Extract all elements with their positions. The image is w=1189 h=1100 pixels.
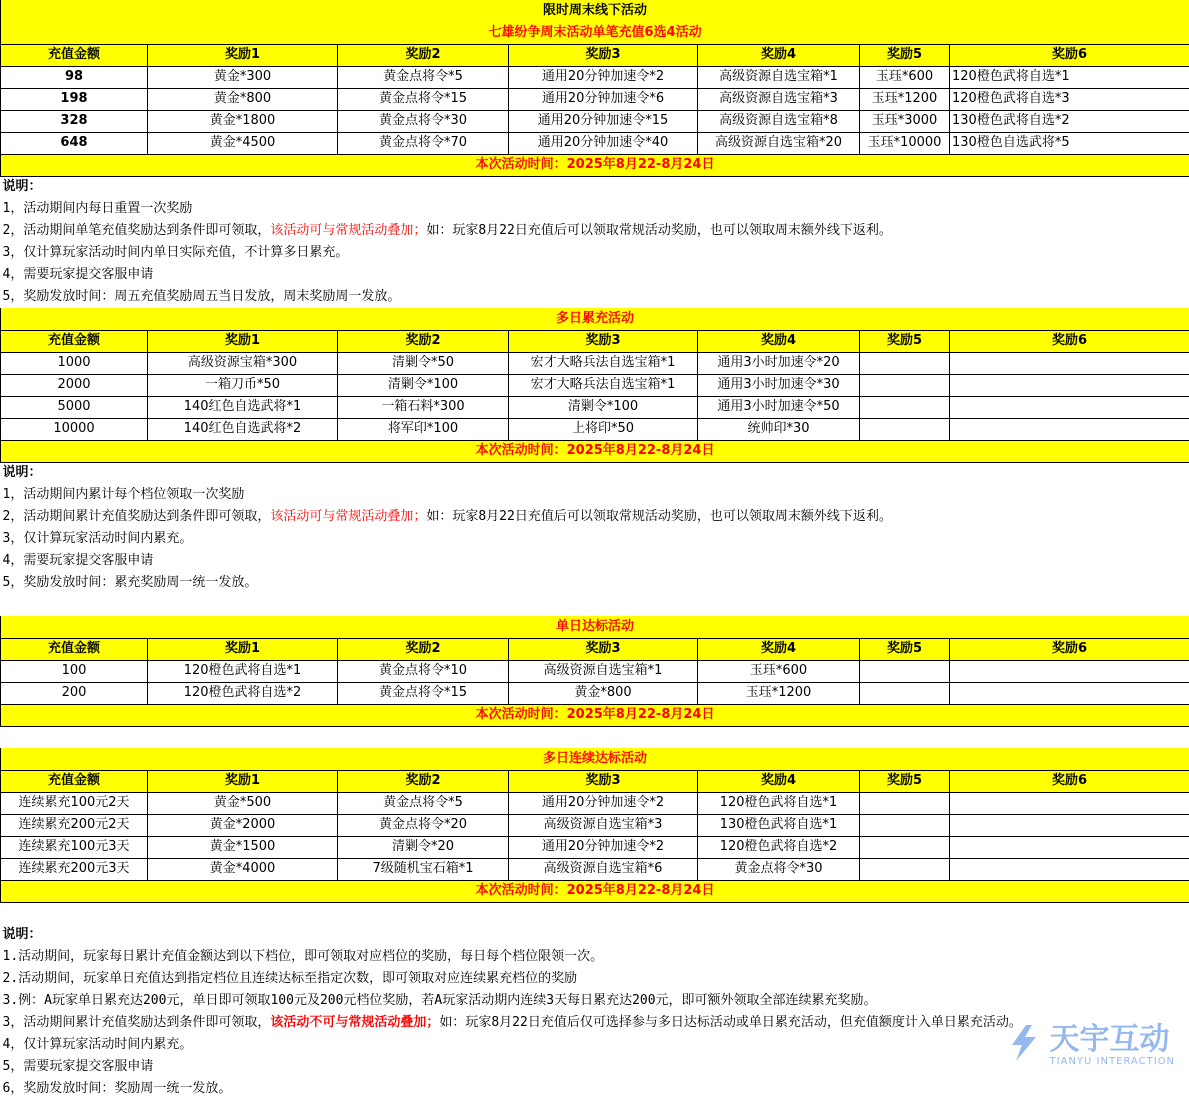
table-row bbox=[1, 660, 1189, 682]
blank-row bbox=[1, 726, 1189, 748]
col-header: 奖励6 bbox=[950, 330, 1189, 352]
reward-cell: 清剿令*100 bbox=[509, 396, 698, 418]
activity-time: 本次活动时间：2025年8月22-8月24日 bbox=[1, 154, 1189, 176]
watermark-text: 天宇互动 bbox=[1050, 1024, 1175, 1056]
note-text: 2，活动期间累计充值奖励达到条件即可领取， bbox=[3, 509, 271, 524]
reward-cell bbox=[950, 352, 1189, 374]
reward-cell: 黄金*800 bbox=[509, 682, 698, 704]
note-line: 1，活动期间内累计每个档位领取一次奖励 bbox=[1, 484, 1189, 506]
reward-cell bbox=[860, 374, 950, 396]
reward-cell: 140红色自选武将*1 bbox=[148, 396, 338, 418]
table-row bbox=[1, 792, 1189, 814]
reward-cell: 黄金*4500 bbox=[148, 132, 338, 154]
reward-cell bbox=[860, 814, 950, 836]
watermark-logo bbox=[1004, 1023, 1175, 1067]
lightning-logo-icon bbox=[1004, 1023, 1044, 1067]
reward-cell: 黄金点将令*30 bbox=[338, 110, 509, 132]
col-header: 奖励2 bbox=[338, 638, 509, 660]
col-header: 奖励5 bbox=[860, 330, 950, 352]
reward-cell: 130橙色武将自选*1 bbox=[698, 814, 860, 836]
section4-header-row bbox=[1, 770, 1189, 792]
section1-header-row bbox=[1, 44, 1189, 66]
amount-cell: 连续累充100元3天 bbox=[1, 836, 148, 858]
reward-cell bbox=[950, 792, 1189, 814]
reward-cell: 高级资源自选宝箱*3 bbox=[509, 814, 698, 836]
reward-cell: 玉珏*1200 bbox=[698, 682, 860, 704]
col-header: 奖励1 bbox=[148, 44, 338, 66]
section4-title: 多日连续达标活动 bbox=[1, 748, 1189, 770]
reward-cell: 黄金点将令*30 bbox=[698, 858, 860, 880]
reward-cell: 黄金点将令*5 bbox=[338, 792, 509, 814]
note-text: 如：玩家8月22日充值后可以领取常规活动奖励，也可以领取周末额外线下返利。 bbox=[426, 223, 891, 238]
activity-time: 本次活动时间：2025年8月22-8月24日 bbox=[1, 440, 1189, 462]
reward-cell: 黄金*300 bbox=[148, 66, 338, 88]
reward-cell: 高级资源自选宝箱*1 bbox=[509, 660, 698, 682]
blank-row bbox=[1, 594, 1189, 616]
reward-cell: 黄金*1500 bbox=[148, 836, 338, 858]
reward-cell: 黄金点将令*10 bbox=[338, 660, 509, 682]
reward-cell: 黄金点将令*15 bbox=[338, 88, 509, 110]
note-line: 3.例：A玩家单日累充达200元，单日即可领取100元及200元档位奖励，若A玩家活动期内连续3天每日累充达200元，即可额外领取全部连续累充奖励。 bbox=[1, 990, 1189, 1012]
reward-cell: 高级资源自选宝箱*8 bbox=[698, 110, 860, 132]
amount-cell: 198 bbox=[1, 88, 148, 110]
col-header: 奖励6 bbox=[950, 638, 1189, 660]
reward-cell: 120橙色武将自选*3 bbox=[950, 88, 1189, 110]
reward-cell: 高级资源自选宝箱*20 bbox=[698, 132, 860, 154]
note-line: 5，奖励发放时间：累充奖励周一统一发放。 bbox=[1, 572, 1189, 594]
table-row bbox=[1, 66, 1189, 88]
reward-cell: 130橙色自选武将*5 bbox=[950, 132, 1189, 154]
reward-cell: 140红色自选武将*2 bbox=[148, 418, 338, 440]
reward-cell: 黄金*4000 bbox=[148, 858, 338, 880]
reward-cell: 黄金*1800 bbox=[148, 110, 338, 132]
reward-cell: 玉珏*10000 bbox=[860, 132, 950, 154]
reward-cell: 通用3小时加速令*30 bbox=[698, 374, 860, 396]
table-row bbox=[1, 396, 1189, 418]
table-row bbox=[1, 682, 1189, 704]
col-header: 奖励3 bbox=[509, 330, 698, 352]
reward-cell bbox=[950, 858, 1189, 880]
table-row bbox=[1, 836, 1189, 858]
note-line: 4，需要玩家提交客服申请 bbox=[1, 550, 1189, 572]
table-row bbox=[1, 88, 1189, 110]
reward-cell: 高级资源自选宝箱*1 bbox=[698, 66, 860, 88]
reward-cell bbox=[860, 836, 950, 858]
amount-cell: 连续累充200元2天 bbox=[1, 814, 148, 836]
col-header: 奖励2 bbox=[338, 330, 509, 352]
note-label: 说明： bbox=[1, 176, 1189, 198]
section3-title: 单日达标活动 bbox=[1, 616, 1189, 638]
note-text: 3，活动期间累计充值奖励达到条件即可领取， bbox=[3, 1015, 271, 1030]
reward-cell: 一箱刀币*50 bbox=[148, 374, 338, 396]
amount-cell: 2000 bbox=[1, 374, 148, 396]
note-highlight: 该活动可与常规活动叠加； bbox=[270, 223, 426, 238]
reward-cell: 清剿令*100 bbox=[338, 374, 509, 396]
blank-row bbox=[1, 902, 1189, 924]
note-line: 4，仅计算玩家活动时间内累充。 bbox=[1, 1034, 1189, 1056]
amount-cell: 1000 bbox=[1, 352, 148, 374]
note-line bbox=[1, 220, 1189, 242]
reward-cell: 通用20分钟加速令*6 bbox=[509, 88, 698, 110]
col-header: 奖励6 bbox=[950, 44, 1189, 66]
col-header: 奖励3 bbox=[509, 770, 698, 792]
note-text: 2，活动期间单笔充值奖励达到条件即可领取， bbox=[3, 223, 271, 238]
note-text: 如：玩家8月22日充值后仅可选择参与多日达标活动或单日累充活动，但充值额度计入单日累充活动。 bbox=[439, 1015, 1021, 1030]
col-header: 奖励1 bbox=[148, 638, 338, 660]
amount-cell: 98 bbox=[1, 66, 148, 88]
note-line: 5，需要玩家提交客服申请 bbox=[1, 1056, 1189, 1078]
reward-cell: 上将印*50 bbox=[509, 418, 698, 440]
reward-cell: 120橙色武将自选*2 bbox=[148, 682, 338, 704]
col-header: 奖励6 bbox=[950, 770, 1189, 792]
page-title: 限时周末线下活动 bbox=[1, 0, 1189, 22]
reward-cell: 120橙色武将自选*2 bbox=[698, 836, 860, 858]
reward-cell: 玉珏*1200 bbox=[860, 88, 950, 110]
amount-cell: 连续累充100元2天 bbox=[1, 792, 148, 814]
note-line: 1.活动期间，玩家每日累计充值金额达到以下档位，即可领取对应档位的奖励，每日每个档位限领一次。 bbox=[1, 946, 1189, 968]
reward-cell: 通用3小时加速令*50 bbox=[698, 396, 860, 418]
note-line: 3，仅计算玩家活动时间内单日实际充值，不计算多日累充。 bbox=[1, 242, 1189, 264]
reward-cell: 通用20分钟加速令*15 bbox=[509, 110, 698, 132]
reward-cell: 黄金点将令*70 bbox=[338, 132, 509, 154]
col-header: 奖励4 bbox=[698, 330, 860, 352]
section2-title: 多日累充活动 bbox=[1, 308, 1189, 330]
reward-cell: 清剿令*20 bbox=[338, 836, 509, 858]
reward-cell: 玉珏*600 bbox=[698, 660, 860, 682]
amount-cell: 328 bbox=[1, 110, 148, 132]
table-row bbox=[1, 352, 1189, 374]
reward-cell: 一箱石料*300 bbox=[338, 396, 509, 418]
reward-cell bbox=[950, 396, 1189, 418]
col-header: 奖励4 bbox=[698, 44, 860, 66]
reward-cell bbox=[950, 814, 1189, 836]
reward-cell bbox=[860, 858, 950, 880]
reward-cell: 黄金点将令*20 bbox=[338, 814, 509, 836]
col-header: 奖励4 bbox=[698, 770, 860, 792]
note-highlight: 该活动可与常规活动叠加； bbox=[270, 509, 426, 524]
note-label: 说明： bbox=[1, 462, 1189, 484]
col-header: 奖励2 bbox=[338, 770, 509, 792]
reward-cell bbox=[950, 374, 1189, 396]
reward-cell: 通用20分钟加速令*40 bbox=[509, 132, 698, 154]
col-header: 充值金额 bbox=[1, 770, 148, 792]
reward-cell bbox=[950, 836, 1189, 858]
col-header: 充值金额 bbox=[1, 44, 148, 66]
note-line: 2.活动期间，玩家单日充值达到指定档位且连续达标至指定次数，即可领取对应连续累充档位的奖励 bbox=[1, 968, 1189, 990]
reward-cell: 120橙色武将自选*1 bbox=[148, 660, 338, 682]
activity-time: 本次活动时间：2025年8月22-8月24日 bbox=[1, 704, 1189, 726]
col-header: 奖励5 bbox=[860, 44, 950, 66]
table-row bbox=[1, 418, 1189, 440]
reward-cell: 高级资源宝箱*300 bbox=[148, 352, 338, 374]
table-row bbox=[1, 132, 1189, 154]
col-header: 奖励3 bbox=[509, 638, 698, 660]
table-row bbox=[1, 374, 1189, 396]
note-line: 3，仅计算玩家活动时间内累充。 bbox=[1, 528, 1189, 550]
note-highlight: 该活动不可与常规活动叠加； bbox=[270, 1015, 439, 1030]
col-header: 充值金额 bbox=[1, 638, 148, 660]
amount-cell: 100 bbox=[1, 660, 148, 682]
section3-header-row bbox=[1, 638, 1189, 660]
reward-cell: 黄金*500 bbox=[148, 792, 338, 814]
reward-cell bbox=[860, 352, 950, 374]
reward-cell: 玉珏*600 bbox=[860, 66, 950, 88]
section2-header-row bbox=[1, 330, 1189, 352]
reward-cell bbox=[860, 660, 950, 682]
col-header: 奖励4 bbox=[698, 638, 860, 660]
reward-cell bbox=[860, 792, 950, 814]
reward-cell: 高级资源自选宝箱*3 bbox=[698, 88, 860, 110]
note-line: 6，奖励发放时间：奖励周一统一发放。 bbox=[1, 1078, 1189, 1100]
reward-cell: 130橙色武将自选*2 bbox=[950, 110, 1189, 132]
reward-cell: 玉珏*3000 bbox=[860, 110, 950, 132]
col-header: 奖励1 bbox=[148, 770, 338, 792]
reward-cell bbox=[950, 682, 1189, 704]
col-header: 奖励3 bbox=[509, 44, 698, 66]
watermark-subtext: TIANYU INTERACTION bbox=[1050, 1056, 1175, 1067]
col-header: 奖励2 bbox=[338, 44, 509, 66]
reward-cell bbox=[950, 660, 1189, 682]
reward-cell: 高级资源自选宝箱*6 bbox=[509, 858, 698, 880]
reward-cell: 统帅印*30 bbox=[698, 418, 860, 440]
reward-cell: 黄金*800 bbox=[148, 88, 338, 110]
table-row bbox=[1, 858, 1189, 880]
reward-cell: 黄金*2000 bbox=[148, 814, 338, 836]
amount-cell: 5000 bbox=[1, 396, 148, 418]
reward-cell: 120橙色武将自选*1 bbox=[950, 66, 1189, 88]
reward-cell bbox=[950, 418, 1189, 440]
reward-cell: 清剿令*50 bbox=[338, 352, 509, 374]
note-text: 如：玩家8月22日充值后可以领取常规活动奖励，也可以领取周末额外线下返利。 bbox=[426, 509, 891, 524]
col-header: 奖励5 bbox=[860, 638, 950, 660]
reward-cell bbox=[860, 396, 950, 418]
amount-cell: 648 bbox=[1, 132, 148, 154]
reward-cell: 宏才大略兵法自选宝箱*1 bbox=[509, 352, 698, 374]
reward-cell bbox=[860, 418, 950, 440]
reward-cell: 通用3小时加速令*20 bbox=[698, 352, 860, 374]
col-header: 充值金额 bbox=[1, 330, 148, 352]
reward-cell: 将军印*100 bbox=[338, 418, 509, 440]
note-line: 1，活动期间内每日重置一次奖励 bbox=[1, 198, 1189, 220]
watermark-text-group bbox=[1050, 1024, 1175, 1067]
reward-cell bbox=[860, 682, 950, 704]
col-header: 奖励5 bbox=[860, 770, 950, 792]
amount-cell: 连续累充200元3天 bbox=[1, 858, 148, 880]
amount-cell: 10000 bbox=[1, 418, 148, 440]
table-row bbox=[1, 110, 1189, 132]
reward-cell: 7级随机宝石箱*1 bbox=[338, 858, 509, 880]
reward-cell: 通用20分钟加速令*2 bbox=[509, 792, 698, 814]
amount-cell: 200 bbox=[1, 682, 148, 704]
reward-cell: 通用20分钟加速令*2 bbox=[509, 66, 698, 88]
note-line: 5，奖励发放时间：周五充值奖励周五当日发放，周末奖励周一发放。 bbox=[1, 286, 1189, 308]
reward-cell: 通用20分钟加速令*2 bbox=[509, 836, 698, 858]
reward-cell: 黄金点将令*15 bbox=[338, 682, 509, 704]
table-row bbox=[1, 814, 1189, 836]
reward-cell: 黄金点将令*5 bbox=[338, 66, 509, 88]
col-header: 奖励1 bbox=[148, 330, 338, 352]
note-line bbox=[1, 506, 1189, 528]
reward-cell: 120橙色武将自选*1 bbox=[698, 792, 860, 814]
note-label: 说明： bbox=[1, 924, 1189, 946]
activity-time: 本次活动时间：2025年8月22-8月24日 bbox=[1, 880, 1189, 902]
reward-cell: 宏才大略兵法自选宝箱*1 bbox=[509, 374, 698, 396]
section1-title: 七雄纷争周末活动单笔充值6选4活动 bbox=[1, 22, 1189, 44]
note-line: 4，需要玩家提交客服申请 bbox=[1, 264, 1189, 286]
